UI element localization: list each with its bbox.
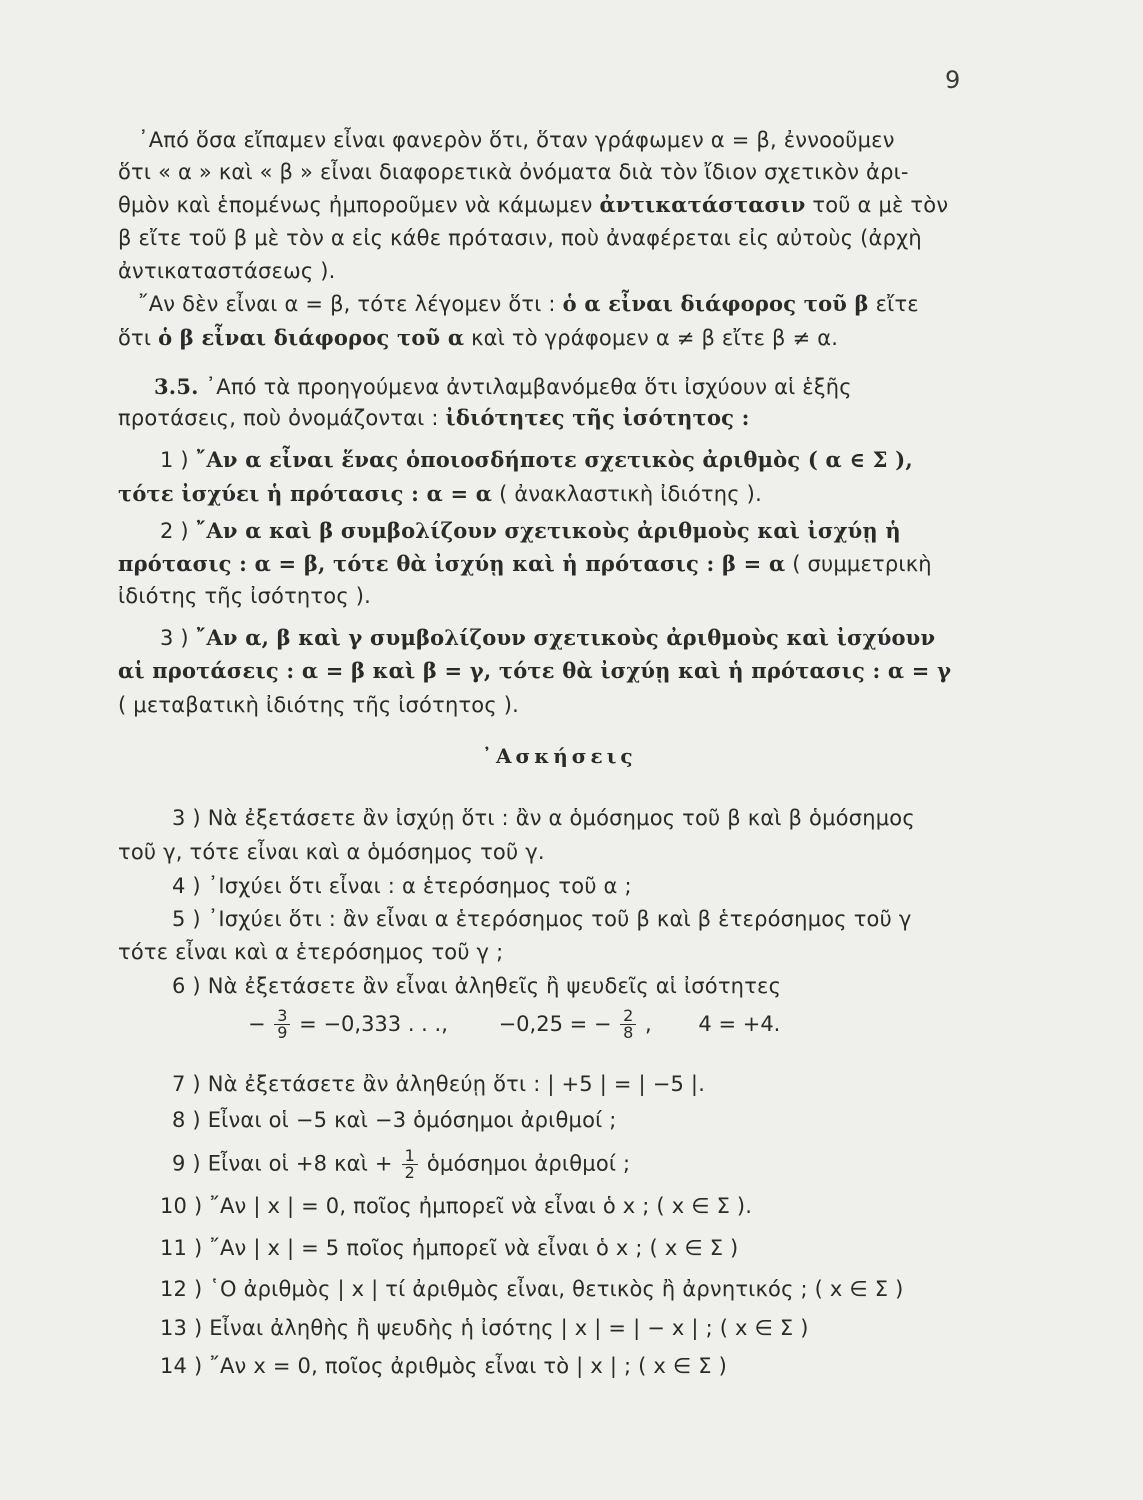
fraction: $\frac{3}{9}$ (274, 1008, 290, 1041)
exercise-line: 5 ) ᾿Ισχύει ὅτι : ἂν εἶναι α ἑτερόσημος τοῦ β καὶ β ἑτερόσημος τοῦ γ (172, 907, 912, 931)
text-line: ἀντικαταστάσεως ). (118, 259, 336, 283)
text-line: θμὸν καὶ ἑπομένως ἠμποροῦμεν νὰ κάμωμεν ἀντικατάστασιν τοῦ α μὲ τὸν (118, 192, 949, 217)
text-line: ᾿Από ὅσα εἴπαμεν εἶναι φανερὸν ὅτι, ὅταν γράφωμεν α = β, ἐννοοῦμεν (138, 128, 895, 152)
property-line: τότε ἰσχύει ἡ πρότασις : α = α ( ἀνακλαστικὴ ἰδιότης ). (118, 481, 762, 506)
section-line: 3.5. ᾿Από τὰ προηγούμενα ἀντιλαμβανόμεθα ὅτι ἰσχύουν αἱ ἑξῆς (118, 373, 852, 401)
exercise-line: 12 ) ῾Ο ἀριθμὸς | x | τί ἀριθμὸς εἶναι, θετικὸς ἢ ἀρνητικός ; ( x ∈ Σ ) (160, 1277, 904, 1301)
property-line: 3 ) ῎Αν α, β καὶ γ συμβολίζουν σχετικοὺς ἀριθμοὺς καὶ ἰσχύουν (160, 625, 936, 650)
exercise-line: 9 ) Εἶναι οἱ +8 καὶ + $\frac{1}{2}$ ὁμόσημοι ἀριθμοί ; (172, 1146, 631, 1182)
section-number: 3.5. (154, 374, 199, 399)
exercise-line: 11 ) ῎Αν | x | = 5 ποῖος ἠμπορεῖ νὰ εἶναι ὁ x ; ( x ∈ Σ ) (160, 1236, 739, 1260)
exercise-line: 3 ) Νὰ ἐξετάσετε ἂν ἰσχύῃ ὅτι : ἂν α ὁμόσημος τοῦ β καὶ β ὁμόσημος (172, 806, 915, 830)
exercise-line: 13 ) Εἶναι ἀληθὴς ἢ ψευδὴς ἡ ἰσότης | x | = | − x | ; ( x ∈ Σ ) (160, 1316, 809, 1340)
exercise-line: 4 ) ᾿Ισχύει ὅτι εἶναι : α ἑτερόσημος τοῦ α ; (172, 874, 632, 898)
property-line: 2 ) ῎Αν α καὶ β συμβολίζουν σχετικοὺς ἀριθμοὺς καὶ ἰσχύῃ ἡ (160, 518, 901, 543)
property-line: 1 ) ῎Αν α εἶναι ἕνας ὁποιοσδήποτε σχετικὸς ἀριθμὸς ( α ∈ Σ ), (160, 447, 913, 472)
property-line: ἰδιότης τῆς ἰσότητος ). (118, 584, 371, 608)
fraction: $\frac{2}{8}$ (620, 1008, 636, 1041)
page-number: 9 (945, 66, 961, 94)
exercise-line: 6 ) Νὰ ἐξετάσετε ἂν εἶναι ἀληθεῖς ἢ ψευδεῖς αἱ ἰσότητες (172, 974, 782, 998)
emphasis-term: ὁ β εἶναι διάφορος τοῦ α (158, 325, 465, 350)
text-line: β εἴτε τοῦ β μὲ τὸν α εἰς κάθε πρότασιν, ποὺ ἀναφέρεται εἰς αὐτοὺς (ἀρχὴ (118, 226, 922, 250)
text-line: ὅτι « α » καὶ « β » εἶναι διαφορετικὰ ὀνόματα διὰ τὸν ἴδιον σχετικὸν ἀρι- (118, 160, 909, 184)
exercise-line: τοῦ γ, τότε εἶναι καὶ α ὁμόσημος τοῦ γ. (118, 840, 545, 864)
property-line: πρότασις : α = β, τότε θὰ ἰσχύῃ καὶ ἡ πρότασις : β = α ( συμμετρικὴ (118, 551, 932, 576)
exercise-6-formula: − $\frac{3}{9}$ = −0,333 . . ., −0,25 = − $\frac{2}{8}$ , 4 = +4. (248, 1006, 781, 1042)
text-line: ὅτι ὁ β εἶναι διάφορος τοῦ α καὶ τὸ γράφομεν α ≠ β εἴτε β ≠ α. (118, 325, 839, 350)
exercise-line: τότε εἶναι καὶ α ἑτερόσημος τοῦ γ ; (118, 940, 504, 964)
property-line: ( μεταβατικὴ ἰδιότης τῆς ἰσότητος ). (118, 693, 520, 717)
emphasis-term: ἀντικατάστασιν (599, 192, 806, 217)
text-line: προτάσεις, ποὺ ὀνομάζονται : ἰδιότητες τῆς ἰσότητος : (118, 405, 750, 430)
emphasis-term: ὁ α εἶναι διάφορος τοῦ β (562, 291, 869, 316)
exercise-line: 10 ) ῎Αν | x | = 0, ποῖος ἠμπορεῖ νὰ εἶναι ὁ x ; ( x ∈ Σ ). (160, 1194, 753, 1218)
text-line: ῎Αν δὲν εἶναι α = β, τότε λέγομεν ὅτι : ὁ α εἶναι διάφορος τοῦ β εἴτε (138, 291, 919, 316)
emphasis-term: ἰδιότητες τῆς ἰσότητος : (445, 405, 750, 430)
exercise-line: 7 ) Νὰ ἐξετάσετε ἂν ἀληθεύῃ ὅτι : | +5 | = | −5 |. (172, 1072, 706, 1096)
exercise-line: 14 ) ῎Αν x = 0, ποῖος ἀριθμὸς εἶναι τὸ | x | ; ( x ∈ Σ ) (160, 1354, 728, 1378)
exercise-line: 8 ) Εἶναι οἱ −5 καὶ −3 ὁμόσημοι ἀριθμοί ; (172, 1108, 617, 1132)
fraction: $\frac{1}{2}$ (402, 1148, 418, 1181)
exercises-heading: ᾿Ασκήσεις (482, 744, 637, 768)
property-line: αἱ προτάσεις : α = β καὶ β = γ, τότε θὰ ἰσχύῃ καὶ ἡ πρότασις : α = γ (118, 658, 952, 683)
